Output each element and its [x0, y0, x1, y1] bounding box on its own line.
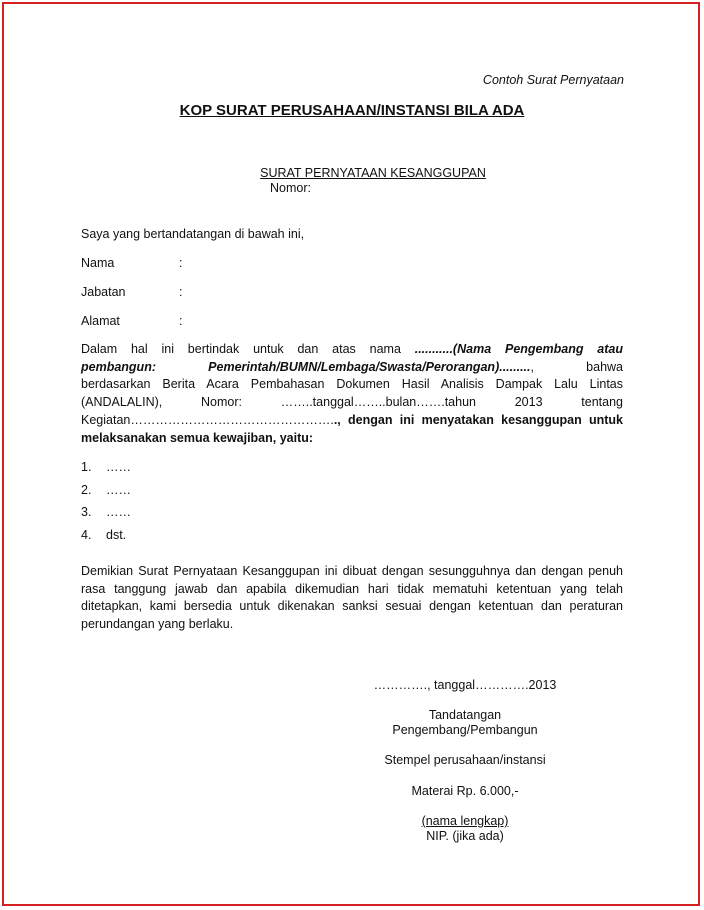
statement-line-1-bold-italic: ...........(Nama Pengembang atau [414, 342, 623, 356]
closing-line-1: Demikian Surat Pernyataan Kesanggupan ini dibuat dengan sesungguhnya dan dengan penuh [81, 564, 623, 578]
statement-line-2-bold-italic: pembangun: Pemerintah/BUMN/Lembaga/Swasta/Perorangan)......... [81, 359, 531, 374]
statement-line-1 [81, 341, 623, 359]
intro-text: Saya yang bertandatangan di bawah ini, [81, 227, 305, 241]
list-item-1: …… [106, 460, 131, 474]
statement-line-2-plain: , bahwa [530, 359, 623, 374]
signature-materai: Materai Rp. 6.000,- [411, 784, 519, 798]
field-colon-nama: : [179, 256, 183, 270]
number-label: Nomor: [270, 181, 311, 195]
signature-role: Pengembang/Pembangun [392, 723, 538, 737]
statement-line-1-plain: Dalam hal ini bertindak untuk dan atas nama [81, 342, 415, 356]
document-title: SURAT PERNYATAAN KESANGGUPAN [260, 166, 486, 180]
statement-line-5 [81, 412, 623, 430]
list-item-3: …… [106, 505, 131, 519]
list-item-4: dst. [106, 528, 127, 542]
field-colon-jabatan: : [179, 285, 183, 299]
statement-line-5-plain: Kegiatan…………………………………………. [81, 412, 334, 427]
statement-paragraph [81, 341, 623, 447]
signature-full-name: (nama lengkap) [421, 814, 509, 828]
statement-line-6: melaksanakan semua kewajiban, yaitu: [81, 430, 314, 445]
list-number-1: 1. [81, 460, 92, 474]
letterhead: KOP SURAT PERUSAHAAN/INSTANSI BILA ADA [179, 102, 525, 119]
closing-line-3: ditetapkan, kami bersedia untuk dikenakan sanksi sesuai dengan ketentuan dan peraturan [81, 599, 623, 614]
list-number-4: 4. [81, 528, 92, 542]
page-border [2, 2, 700, 906]
field-label-alamat: Alamat [81, 314, 120, 328]
signature-stamp: Stempel perusahaan/instansi [384, 753, 546, 767]
signature-label: Tandatangan [428, 708, 502, 722]
statement-line-3: berdasarkan Berita Acara Pembahasan Dokumen Hasil Analisis Dampak Lalu Lintas [81, 377, 623, 392]
statement-line-4: (ANDALALIN), Nomor: ……..tanggal……..bulan…….tahun 2013 tentang [81, 395, 623, 410]
statement-line-5-bold: ., dengan ini menyatakan kesanggupan untuk [333, 412, 623, 427]
field-label-nama: Nama [81, 256, 115, 270]
field-label-jabatan: Jabatan [81, 285, 126, 299]
statement-line-2 [81, 359, 623, 377]
field-colon-alamat: : [179, 314, 183, 328]
example-label: Contoh Surat Pernyataan [482, 73, 624, 87]
signature-nip: NIP. (jika ada) [426, 829, 504, 843]
list-number-2: 2. [81, 483, 92, 497]
list-item-2: …… [106, 483, 131, 497]
closing-line-2: rasa tanggung jawab dan apabila dikemudian hari tidak mematuhi ketentuan yang telah [81, 581, 623, 596]
closing-paragraph [81, 563, 623, 634]
signature-place-date: …………., tanggal………….2013 [373, 678, 557, 692]
list-number-3: 3. [81, 505, 92, 519]
closing-line-4: perundangan yang berlaku. [81, 617, 234, 632]
